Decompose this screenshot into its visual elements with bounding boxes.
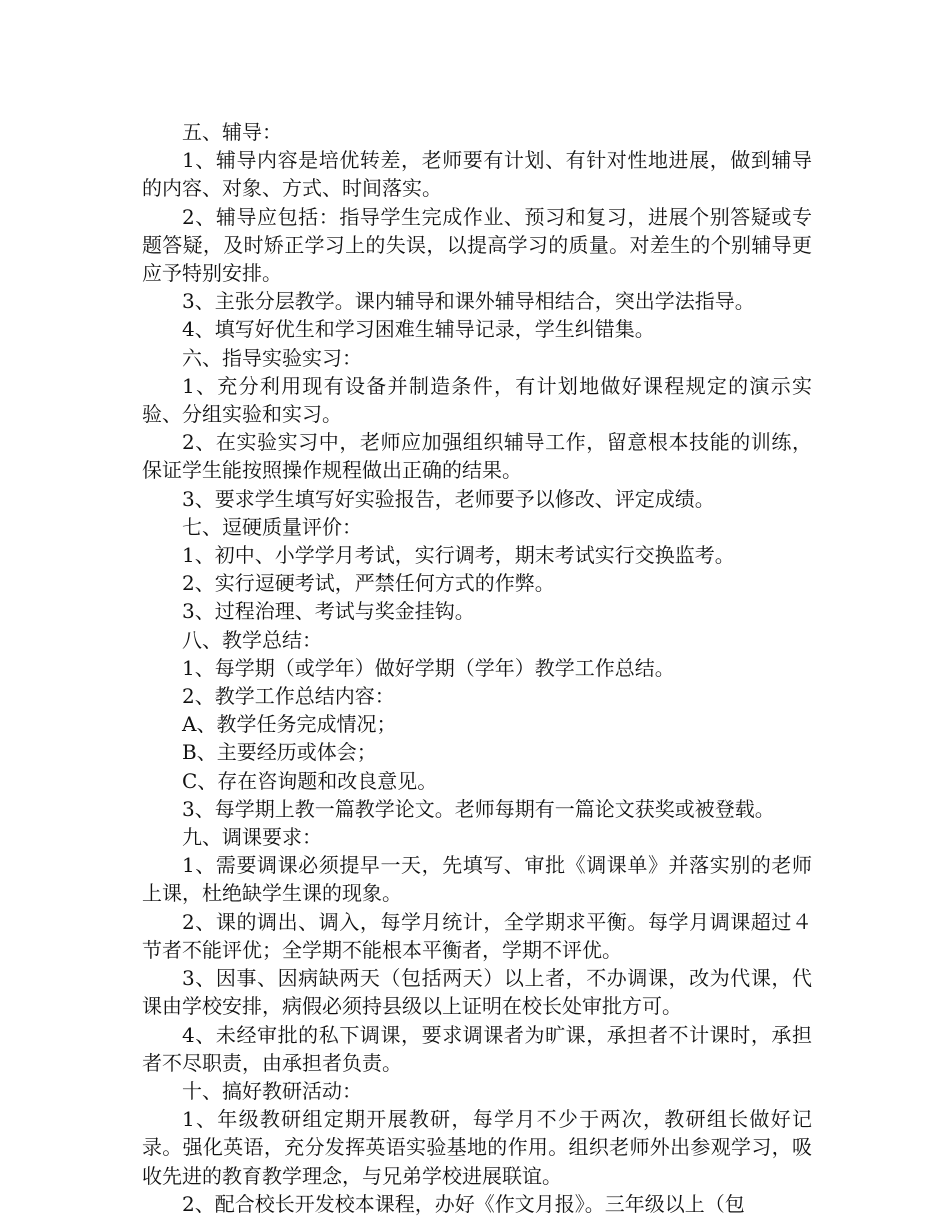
section-heading-tutoring: 五、辅导： xyxy=(182,120,282,144)
paragraph: 1、辅导内容是培优转差，老师要有计划、有针对性地进展，做到辅导的内容、对象、方式、时间落实。 xyxy=(142,148,812,201)
paragraph: 2、辅导应包括：指导学生完成作业、预习和复习，进展个别答疑或专题答疑，及时矫正学习上的失误，以提高学习的质量。对差生的个别辅导更应予特别安排。 xyxy=(142,204,812,286)
paragraph: 2、在实验实习中，老师应加强组织辅导工作，留意根本技能的训练，保证学生能按照操作规程做出正确的结果。 xyxy=(142,430,812,483)
section-heading-teaching-research: 十、搞好教研活动： xyxy=(182,1078,362,1103)
section-heading-experiments: 六、指导实验实习： xyxy=(182,345,362,370)
list-item: B、主要经历或体会； xyxy=(182,740,377,765)
list-item: C、存在咨询题和改良意见。 xyxy=(182,768,438,793)
paragraph: 3、主张分层教学。课内辅导和课外辅导相结合，突出学法指导。 xyxy=(182,289,755,314)
section-heading-teaching-summary: 八、教学总结： xyxy=(182,627,322,652)
paragraph: 3、要求学生填写好实验报告，老师要予以修改、评定成绩。 xyxy=(182,486,715,511)
paragraph: 2、配合校长开发校本课程，办好《作文月报》。三年级以上（包 xyxy=(182,1191,745,1216)
paragraph: 1、需要调课必须提早一天，先填写、审批《调课单》并落实别的老师上课，杜绝缺学生课的现象。 xyxy=(142,853,812,906)
paragraph: 3、因事、因病缺两天（包括两天）以上者，不办调课，改为代课，代课由学校安排，病假必须持县级以上证明在校长处审批方可。 xyxy=(142,966,812,1019)
paragraph: 3、每学期上教一篇教学论文。老师每期有一篇论文获奖或被登载。 xyxy=(182,796,775,821)
list-item: A、教学任务完成情况； xyxy=(182,712,397,737)
paragraph: 1、初中、小学学月考试，实行调考，期末考试实行交换监考。 xyxy=(182,543,735,568)
paragraph: 2、课的调出、调入，每学月统计，全学期求平衡。每学月调课超过４节者不能评优；全学期不能根本平衡者，学期不评优。 xyxy=(142,909,812,962)
paragraph: 1、每学期（或学年）做好学期（学年）教学工作总结。 xyxy=(182,655,675,680)
paragraph: 4、未经审批的私下调课，要求调课者为旷课，承担者不计课时，承担者不尽职责，由承担者负责。 xyxy=(142,1022,812,1075)
paragraph: 4、填写好优生和学习困难生辅导记录，学生纠错集。 xyxy=(182,317,655,342)
paragraph: 1、充分利用现有设备并制造条件，有计划地做好课程规定的演示实验、分组实验和实习。 xyxy=(142,373,812,427)
section-heading-schedule-change: 九、调课要求： xyxy=(182,825,322,850)
section-heading-quality-evaluation: 七、逗硬质量评价： xyxy=(182,514,362,539)
paragraph: 2、实行逗硬考试，严禁任何方式的作弊。 xyxy=(182,571,555,596)
paragraph: 2、教学工作总结内容： xyxy=(182,684,395,709)
paragraph: 3、过程治理、考试与奖金挂钩。 xyxy=(182,599,475,624)
paragraph: 1、年级教研组定期开展教研，每学月不少于两次，教研组长做好记录。强化英语，充分发挥英语实验基地的作用。组织老师外出参观学习，吸收先进的教育教学理念，与兄弟学校进展联谊。 xyxy=(142,1107,812,1188)
document-page xyxy=(142,118,812,1218)
